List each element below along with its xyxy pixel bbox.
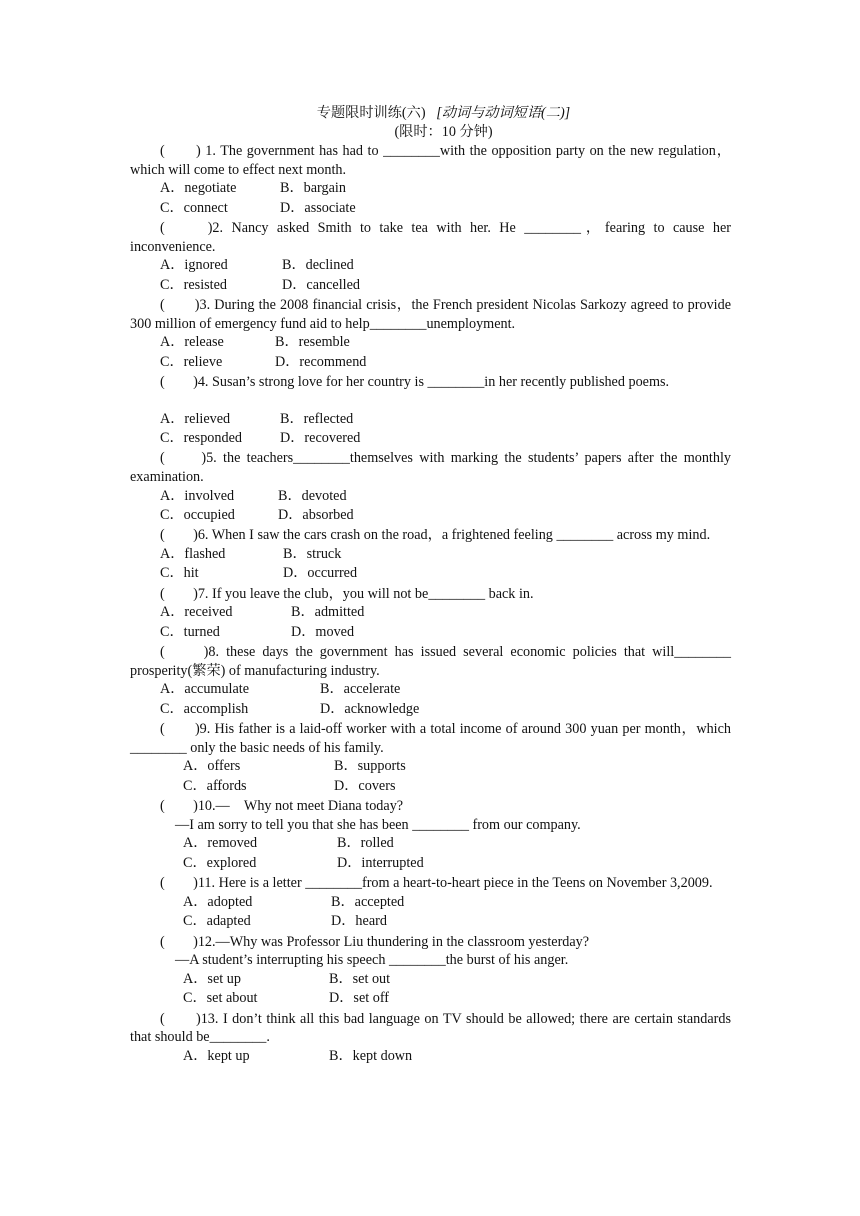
option: C．relieve [160, 353, 223, 370]
option: A．flashed [160, 546, 226, 562]
option: D．associate [280, 199, 356, 216]
option: A．offers [183, 758, 241, 775]
option: B．reflected [280, 410, 354, 427]
option: A．relieved [160, 410, 231, 427]
option: B．kept down [329, 1047, 413, 1064]
question-stem: ( )11. Here is a letter ________from a heart-to-heart piece in the Teens on November 3,2009. [160, 875, 713, 892]
option: B．accepted [331, 893, 405, 910]
option: B．bargain [280, 180, 346, 197]
option: D．recommend [275, 353, 367, 370]
question-stem: ( )4. Susan’s strong love for her country is ________in her recently published poems. [160, 374, 670, 390]
option: A．accumulate [160, 681, 250, 698]
question-stem: ( )9. His father is a laid-off worker with a total income of around 300 yuan per month，which ________ only the basic needs of his family. [130, 721, 731, 756]
options-grid [130, 545, 731, 584]
question-stem: ( ) 1. The government has had to ________with the opposition party on the new regulation，which will come to effect next month. [130, 143, 731, 178]
question-stem: ( )5. the teachers________themselves with marking the students’ papers after the monthly examination. [130, 450, 731, 485]
option: B．admitted [291, 604, 365, 621]
question-reply: —A student’s interrupting his speech ________the burst of his anger. [175, 952, 569, 969]
options-grid [130, 970, 731, 1009]
option: B．struck [283, 546, 342, 562]
option: C．connect [160, 199, 228, 216]
option: C．occupied [160, 507, 235, 523]
question-stem: ( )8. these days the government has issued several economic policies that will________ prosperity(繁荣) of manufacturing industry. [130, 644, 731, 679]
option: B．accelerate [320, 681, 401, 698]
option: C．explored [183, 854, 257, 871]
worksheet-title [130, 103, 731, 123]
options-grid [130, 603, 731, 642]
option: A．adopted [183, 893, 253, 910]
question-stem: ( )2. Nancy asked Smith to take tea with her. He ________，fearing to cause her inconvenience. [130, 220, 731, 255]
option: A．received [160, 604, 233, 621]
options-grid [130, 680, 731, 719]
options-grid [130, 834, 731, 873]
option: C．accomplish [160, 700, 249, 717]
option: D．heard [331, 913, 387, 930]
option: B．declined [282, 257, 354, 274]
options-grid [130, 179, 731, 218]
option: D．occurred [283, 565, 358, 582]
option: B．supports [334, 758, 406, 775]
option: A．removed [183, 835, 258, 852]
options-grid [130, 333, 731, 372]
option: B．resemble [275, 334, 350, 351]
option: C．turned [160, 623, 220, 640]
option: D．recovered [280, 430, 361, 446]
question-reply: —I am sorry to tell you that she has been ________ from our company. [175, 816, 581, 833]
option: A．negotiate [160, 180, 237, 197]
options-grid [130, 757, 731, 796]
time-limit: (限时：10 分钟) [394, 124, 493, 140]
option: B．devoted [278, 487, 347, 504]
option: B．set out [329, 970, 391, 987]
question-stem: ( )7. If you leave the club，you will not be________ back in. [160, 585, 534, 602]
title-text: 专题限时训练(六) [316, 105, 426, 121]
option: D．absorbed [278, 507, 354, 523]
blank-line [130, 392, 731, 410]
question-stem: ( )13. I don’t think all this bad language on TV should be allowed; there are certain standards that should be________. [130, 1010, 731, 1046]
options-grid [130, 893, 731, 932]
options-grid [130, 1047, 731, 1066]
option: D．covers [334, 777, 396, 794]
option: D．moved [291, 623, 355, 640]
question-stem: ( )10.— Why not meet Diana today? [160, 798, 404, 815]
question-stem: ( )3. During the 2008 financial crisis，the French president Nicolas Sarkozy agreed to provide 300 million of emergency fund aid to help________unemployment. [130, 297, 731, 332]
options-grid [130, 487, 731, 526]
option: C．resisted [160, 276, 227, 293]
option: B．rolled [337, 835, 394, 852]
question-stem: ( )12.—Why was Professor Liu thundering in the classroom yesterday? [160, 933, 590, 950]
option: A．set up [183, 970, 241, 987]
options-grid [130, 256, 731, 295]
option: C．responded [160, 430, 242, 446]
option: C．adapted [183, 913, 251, 930]
option: D．acknowledge [320, 700, 420, 717]
options-grid [130, 410, 731, 449]
option: C．set about [183, 990, 258, 1007]
option: D．set off [329, 990, 390, 1007]
option: D．cancelled [282, 276, 360, 293]
question-stem: ( )6. When I saw the cars crash on the road，a frightened feeling ________ across my mind. [160, 527, 711, 544]
option: A．kept up [183, 1047, 250, 1064]
option: A．release [160, 334, 224, 351]
option: C．hit [160, 565, 199, 582]
option: A．ignored [160, 257, 228, 274]
option: D．interrupted [337, 854, 424, 871]
title-subtitle: [动词与动词短语(二)] [436, 105, 571, 121]
option: A．involved [160, 487, 235, 504]
option: C．affords [183, 777, 247, 794]
worksheet [130, 103, 731, 1066]
